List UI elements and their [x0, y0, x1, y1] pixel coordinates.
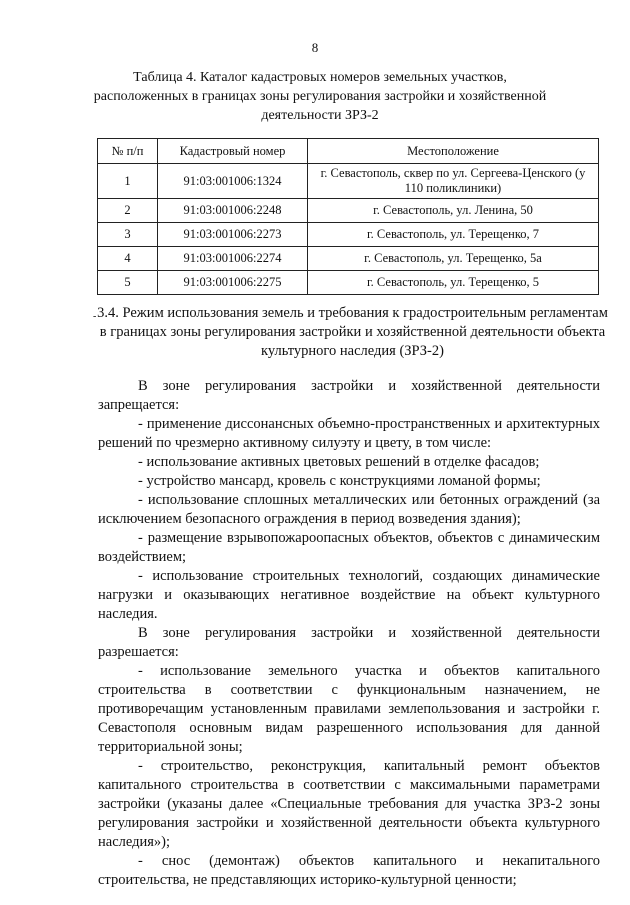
table-row	[98, 271, 599, 295]
table-caption: Таблица 4. Каталог кадастровых номеров земельных участков, расположенных в границах зоны регулирования застройки и хозяйственной деятельности ЗРЗ-2	[93, 70, 547, 123]
list-item: - строительство, реконструкция, капитальный ремонт объектов капитального строительства в соответствии с максимальными параметрами застройки (указаны далее «Специальные требования для участка ЗРЗ-2 зоны регулирования застройки и хозяйственной деятельности объекта культурного наследия»);	[98, 758, 600, 850]
list-item: - снос (демонтаж) объектов капитального и некапитального строительства, не представляющих историко-культурной ценности;	[98, 853, 600, 888]
list-item: - использование активных цветовых решений в отделке фасадов;	[138, 454, 540, 470]
cadastral-number: 91:03:001006:2273	[158, 223, 308, 247]
location: г. Севастополь, сквер по ул. Сергеева-Ценского (у 110 поликлиники)	[308, 164, 599, 199]
row-number: 1	[98, 164, 158, 199]
location: г. Севастополь, ул. Терещенко, 7	[308, 223, 599, 247]
cadastral-number: 91:03:001006:2275	[158, 271, 308, 295]
cadastral-table	[97, 138, 599, 295]
list-item: - устройство мансард, кровель с конструкциями ломаной формы;	[138, 473, 541, 489]
column-header: Местоположение	[308, 139, 599, 164]
table-row	[98, 164, 599, 199]
list-item: - использование сплошных металлических или бетонных ограждений (за исключением безопасного ограждения в период возведения здания);	[98, 492, 600, 527]
table-row	[98, 247, 599, 271]
row-number: 4	[98, 247, 158, 271]
page-number: 8	[311, 40, 319, 55]
location: г. Севастополь, ул. Ленина, 50	[308, 199, 599, 223]
list-item: - применение диссонансных объемно-пространственных и архитектурных решений по чрезмерно активному силуэту и цвету, в том числе:	[98, 416, 600, 451]
cadastral-number: 91:03:001006:2274	[158, 247, 308, 271]
table-row	[98, 223, 599, 247]
prohibited-intro: В зоне регулирования застройки и хозяйственной деятельности запрещается:	[98, 378, 600, 413]
list-item: - использование строительных технологий, создающих динамические нагрузки и оказывающих негативное воздействие на объект культурного наследия.	[98, 568, 600, 622]
cadastral-number: 91:03:001006:2248	[158, 199, 308, 223]
location: г. Севастополь, ул. Терещенко, 5а	[308, 247, 599, 271]
cadastral-number: 91:03:001006:1324	[158, 164, 308, 199]
body-text	[98, 377, 600, 890]
row-number: 3	[98, 223, 158, 247]
allowed-intro: В зоне регулирования застройки и хозяйственной деятельности разрешается:	[98, 625, 600, 660]
row-number: 2	[98, 199, 158, 223]
table-row	[98, 199, 599, 223]
location: г. Севастополь, ул. Терещенко, 5	[308, 271, 599, 295]
column-header: № п/п	[98, 139, 158, 164]
section-heading: 3.4. Режим использования земель и требования к градостроительным регламентам в границах зоны регулирования застройки и хозяйственной деятельности объекта культурного наследия (ЗРЗ-2)	[97, 305, 608, 359]
table-header-row	[98, 139, 599, 164]
column-header: Кадастровый номер	[158, 139, 308, 164]
row-number: 5	[98, 271, 158, 295]
list-item: - использование земельного участка и объектов капитального строительства в соответствии с функциональным назначением, не противоречащим установленным правилами землепользования и застройки г. Севастополя основным видам разрешенного использования для данной территориальной зоны;	[98, 663, 600, 755]
list-item: - размещение взрывопожароопасных объектов, объектов с динамическим воздействием;	[98, 530, 600, 565]
stray-mark: -	[93, 311, 97, 322]
